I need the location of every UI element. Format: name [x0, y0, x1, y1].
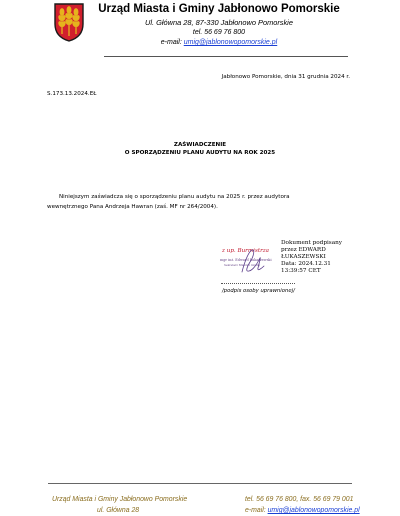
digital-signature-info [281, 240, 342, 275]
header-divider [104, 56, 348, 57]
header-phone: tel. 56 69 76 800 [192, 29, 246, 36]
handwritten-signature [236, 246, 266, 276]
stamp-line-3: Sekretarz Miasta i Gminy [224, 263, 261, 267]
footer-office-name: Urząd Miasta i Gminy Jabłonowo Pomorskie [52, 496, 188, 503]
footer-divider [48, 483, 352, 484]
footer-email-label: e-mail: [245, 507, 268, 514]
header-email [84, 39, 354, 46]
stamp-line-1: z up. Burmistrza [222, 248, 270, 254]
coat-of-arms-wheat-icon [53, 2, 85, 42]
footer-email-link[interactable]: umig@jablonowopomorskie.pl [267, 507, 360, 514]
body-line-1: Niniejszym zaświadcza się o sporządzeniu planu audytu na 2025 r. przez audytora [59, 194, 290, 200]
signature-line-5: 13:39:57 CET [281, 268, 321, 275]
body-line-2: wewnętrznego Pana Andrzeja Hawran (zaś. MF nr 264/2004). [47, 204, 218, 210]
reference-number: S.173.13.2024.EŁ [47, 91, 97, 97]
footer-phone-fax: tel. 56 69 76 800, fax. 56 69 79 001 [245, 496, 354, 503]
header-title: Urząd Miasta i Gminy Jabłonowo Pomorskie [98, 3, 340, 15]
signature-caption: /podpis osoby uprawnionej/ [222, 288, 295, 294]
stamp-line-2: mgr inż. Edward Łukaszewski [220, 258, 272, 262]
header-email-label: e-mail: [160, 39, 184, 46]
place-date: Jabłonowo Pomorskie, dnia 31 grudnia 2024 r. [221, 74, 350, 80]
footer-email [245, 507, 360, 514]
signature-line-2: przez EDWARD [281, 247, 326, 254]
footer-street: ul. Główna 28 [97, 507, 140, 514]
signature-line-3: ŁUKASZEWSKI [281, 254, 326, 261]
signature-line-1: Dokument podpisany [281, 240, 342, 246]
header-address: Ul. Główna 28, 87-330 Jabłonowo Pomorskie [145, 18, 293, 27]
signature-line-4: Data: 2024.12.31 [281, 261, 331, 268]
header-email-link[interactable]: umig@jablonowopomorskie.pl [183, 39, 278, 46]
document-title: ZAŚWIADCZENIE [173, 142, 227, 148]
document-subtitle: O SPORZĄDZENIU PLANU AUDYTU NA ROK 2025 [124, 150, 276, 156]
signature-dotted-line [221, 283, 295, 284]
